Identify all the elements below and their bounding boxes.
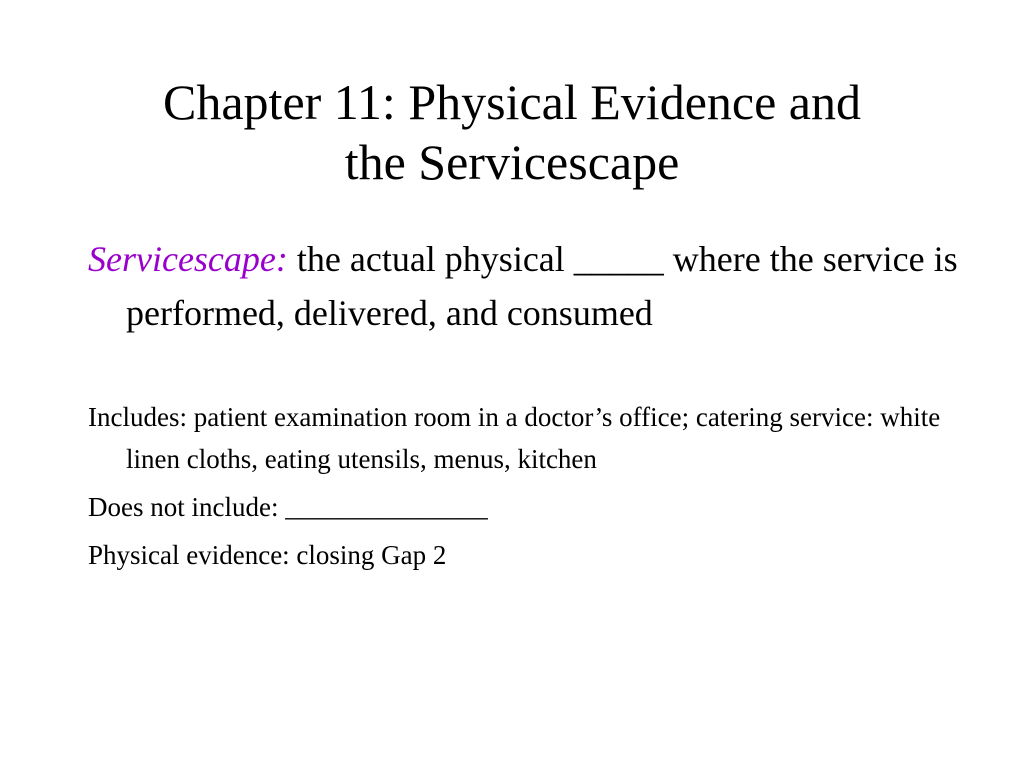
includes-paragraph: Includes: patient examination room in a doctor’s office; catering service: white linen cloths, eating utensils, menus, kitchen	[88, 402, 941, 474]
spacer	[88, 340, 968, 396]
slide-title	[40, 72, 984, 192]
excludes-paragraph: Does not include: _______________	[88, 492, 488, 522]
slide-title-line-2: the Servicescape	[344, 134, 680, 190]
closing-paragraph: Physical evidence: closing Gap 2	[88, 540, 447, 570]
slide-title-line-1: Chapter 11: Physical Evidence and	[163, 74, 861, 130]
slide-body	[88, 232, 968, 576]
definition-term: Servicescape:	[88, 239, 288, 279]
definition-text: the actual physical _____ where the service is performed, delivered, and consumed	[126, 239, 958, 333]
definition-paragraph	[88, 232, 968, 340]
